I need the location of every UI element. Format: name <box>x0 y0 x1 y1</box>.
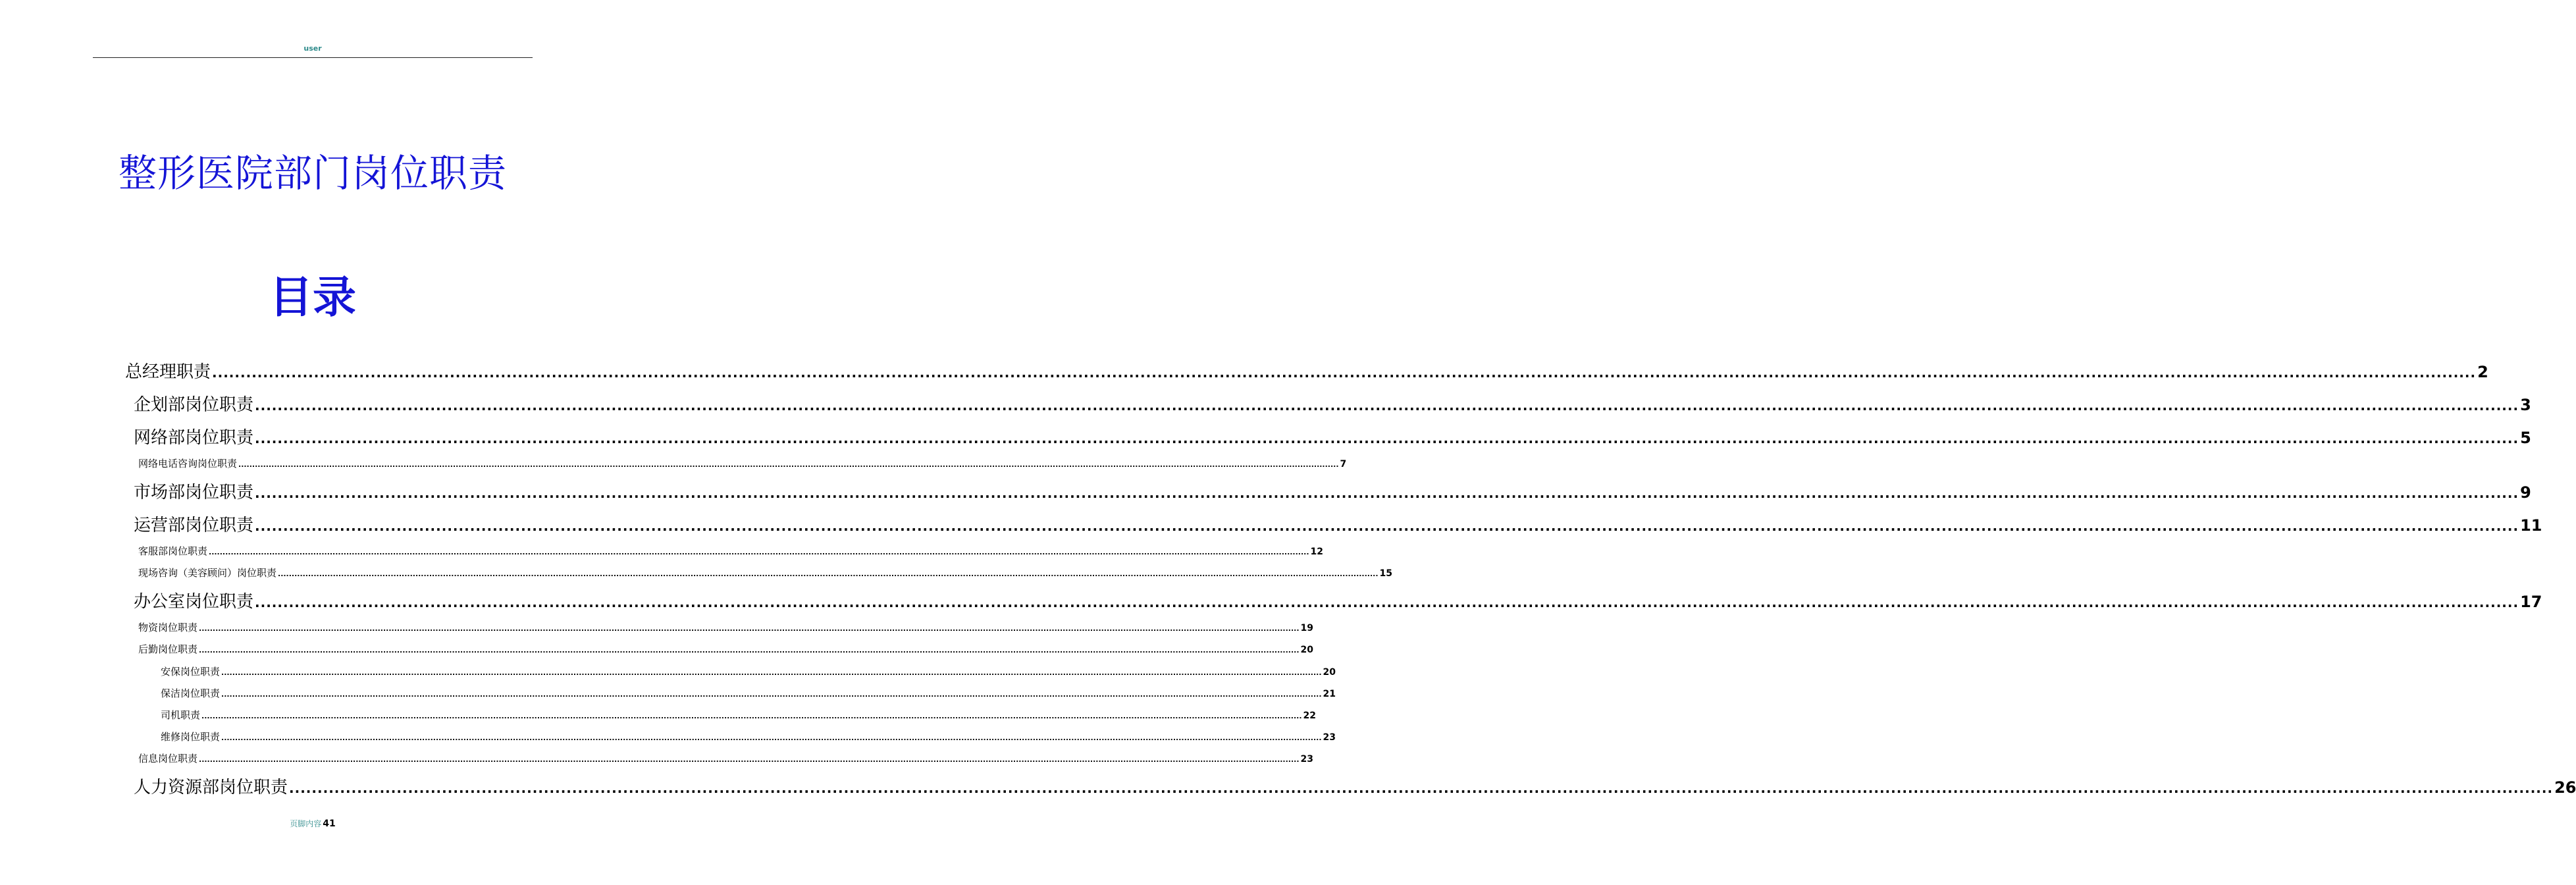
toc-entry-page: 19 <box>1300 623 1313 633</box>
toc-entry-page: 12 <box>1310 547 1323 557</box>
toc-entry[interactable] <box>161 664 1336 679</box>
toc-leader: ................................................................................................................................................................................................................................................................................................................................................................................................................ <box>212 365 2477 381</box>
toc-entry-label: 人力资源部岗位职责 <box>134 778 288 797</box>
toc-entry-page: 20 <box>1323 667 1336 678</box>
toc-leader: ................................................................................................................................................................................................................................................................................................................................................................................................................ <box>289 780 2554 796</box>
toc-entry-label: 客服部岗位职责 <box>138 545 208 557</box>
toc-entry-label: 安保岗位职责 <box>161 666 221 678</box>
toc-entry[interactable] <box>125 358 2488 382</box>
toc-entry-label: 运营部岗位职责 <box>134 516 254 535</box>
toc-entry-label: 总经理职责 <box>125 362 211 382</box>
toc-entry-page: 26 <box>2554 778 2576 797</box>
toc-leader: ................................................................................................................................................................................................................................................................................................................................................................................................................ <box>199 755 1300 764</box>
toc-leader: ................................................................................................................................................................................................................................................................................................................................................................................................................ <box>278 570 1379 578</box>
toc-entry[interactable] <box>138 642 1313 657</box>
toc-entry-label: 网络部岗位职责 <box>134 428 254 448</box>
toc-entry-label: 司机职责 <box>161 709 201 721</box>
toc-entry[interactable] <box>134 391 2531 415</box>
toc-leader: ................................................................................................................................................................................................................................................................................................................................................................................................................ <box>201 712 1302 720</box>
toc-entry[interactable] <box>134 479 2531 502</box>
toc-title: 目录 <box>269 272 356 323</box>
toc-entry-page: 20 <box>1300 645 1313 655</box>
toc-leader: ................................................................................................................................................................................................................................................................................................................................................................................................................ <box>255 485 2519 501</box>
toc-entry-page: 22 <box>1303 711 1316 721</box>
toc-entry[interactable] <box>134 512 2542 535</box>
toc-leader: ................................................................................................................................................................................................................................................................................................................................................................................................................ <box>199 624 1300 633</box>
toc-entry[interactable] <box>134 424 2531 448</box>
toc-leader: ................................................................................................................................................................................................................................................................................................................................................................................................................ <box>255 595 2519 610</box>
toc-entry-label: 办公室岗位职责 <box>134 592 254 612</box>
toc-entry[interactable] <box>138 456 1347 471</box>
page-footer <box>0 817 625 829</box>
toc-leader: ................................................................................................................................................................................................................................................................................................................................................................................................................ <box>238 460 1339 469</box>
toc-entry-page: 23 <box>1300 754 1313 764</box>
toc-entry-page: 23 <box>1323 732 1336 743</box>
toc-leader: ................................................................................................................................................................................................................................................................................................................................................................................................................ <box>221 734 1322 742</box>
toc-entry-page: 17 <box>2520 593 2542 611</box>
toc-leader: ................................................................................................................................................................................................................................................................................................................................................................................................................ <box>255 518 2519 534</box>
toc-entry-page: 7 <box>1340 459 1347 469</box>
toc-entry-label: 现场咨询（美容顾问）岗位职责 <box>138 567 277 579</box>
toc-entry-page: 5 <box>2520 429 2531 447</box>
toc-leader: ................................................................................................................................................................................................................................................................................................................................................................................................................ <box>221 668 1322 677</box>
toc-entry-page: 9 <box>2520 483 2531 502</box>
document-title: 整形医院部门岗位职责 <box>118 151 507 196</box>
toc-entry[interactable] <box>134 774 2576 797</box>
footer-page-number: 41 <box>323 818 336 829</box>
header-user: user <box>303 44 322 53</box>
toc-entry-page: 3 <box>2520 396 2531 414</box>
toc-entry-page: 11 <box>2520 516 2542 535</box>
toc-entry-label: 信息岗位职责 <box>138 753 198 764</box>
toc-entry-page: 15 <box>1379 568 1392 579</box>
toc-entry-label: 网络电话咨询岗位职责 <box>138 458 238 469</box>
toc-entry-label: 市场部岗位职责 <box>134 483 254 502</box>
toc-entry[interactable] <box>138 566 1392 580</box>
toc-entry-label: 企划部岗位职责 <box>134 395 254 415</box>
toc-entry[interactable] <box>161 686 1336 701</box>
toc-leader: ................................................................................................................................................................................................................................................................................................................................................................................................................ <box>209 548 1309 556</box>
toc-entry-label: 后勤岗位职责 <box>138 643 198 655</box>
toc-entry[interactable] <box>138 620 1313 635</box>
toc-leader: ................................................................................................................................................................................................................................................................................................................................................................................................................ <box>199 646 1300 655</box>
toc-entry-page: 2 <box>2477 363 2488 381</box>
header-divider <box>93 57 533 58</box>
toc-entry[interactable] <box>138 751 1313 766</box>
toc-leader: ................................................................................................................................................................................................................................................................................................................................................................................................................ <box>255 431 2519 446</box>
toc-entry[interactable] <box>138 544 1323 558</box>
toc-leader: ................................................................................................................................................................................................................................................................................................................................................................................................................ <box>255 398 2519 414</box>
toc-entry-label: 维修岗位职责 <box>161 731 221 743</box>
footer-text: 页脚内容 <box>290 819 322 828</box>
toc-entry[interactable] <box>161 708 1316 722</box>
toc-entry-label: 物资岗位职责 <box>138 622 198 633</box>
toc-entry[interactable] <box>134 588 2542 612</box>
toc-entry[interactable] <box>161 730 1336 744</box>
toc-entry-label: 保洁岗位职责 <box>161 687 221 699</box>
toc-leader: ................................................................................................................................................................................................................................................................................................................................................................................................................ <box>221 690 1322 699</box>
toc-entry-page: 21 <box>1323 689 1336 699</box>
